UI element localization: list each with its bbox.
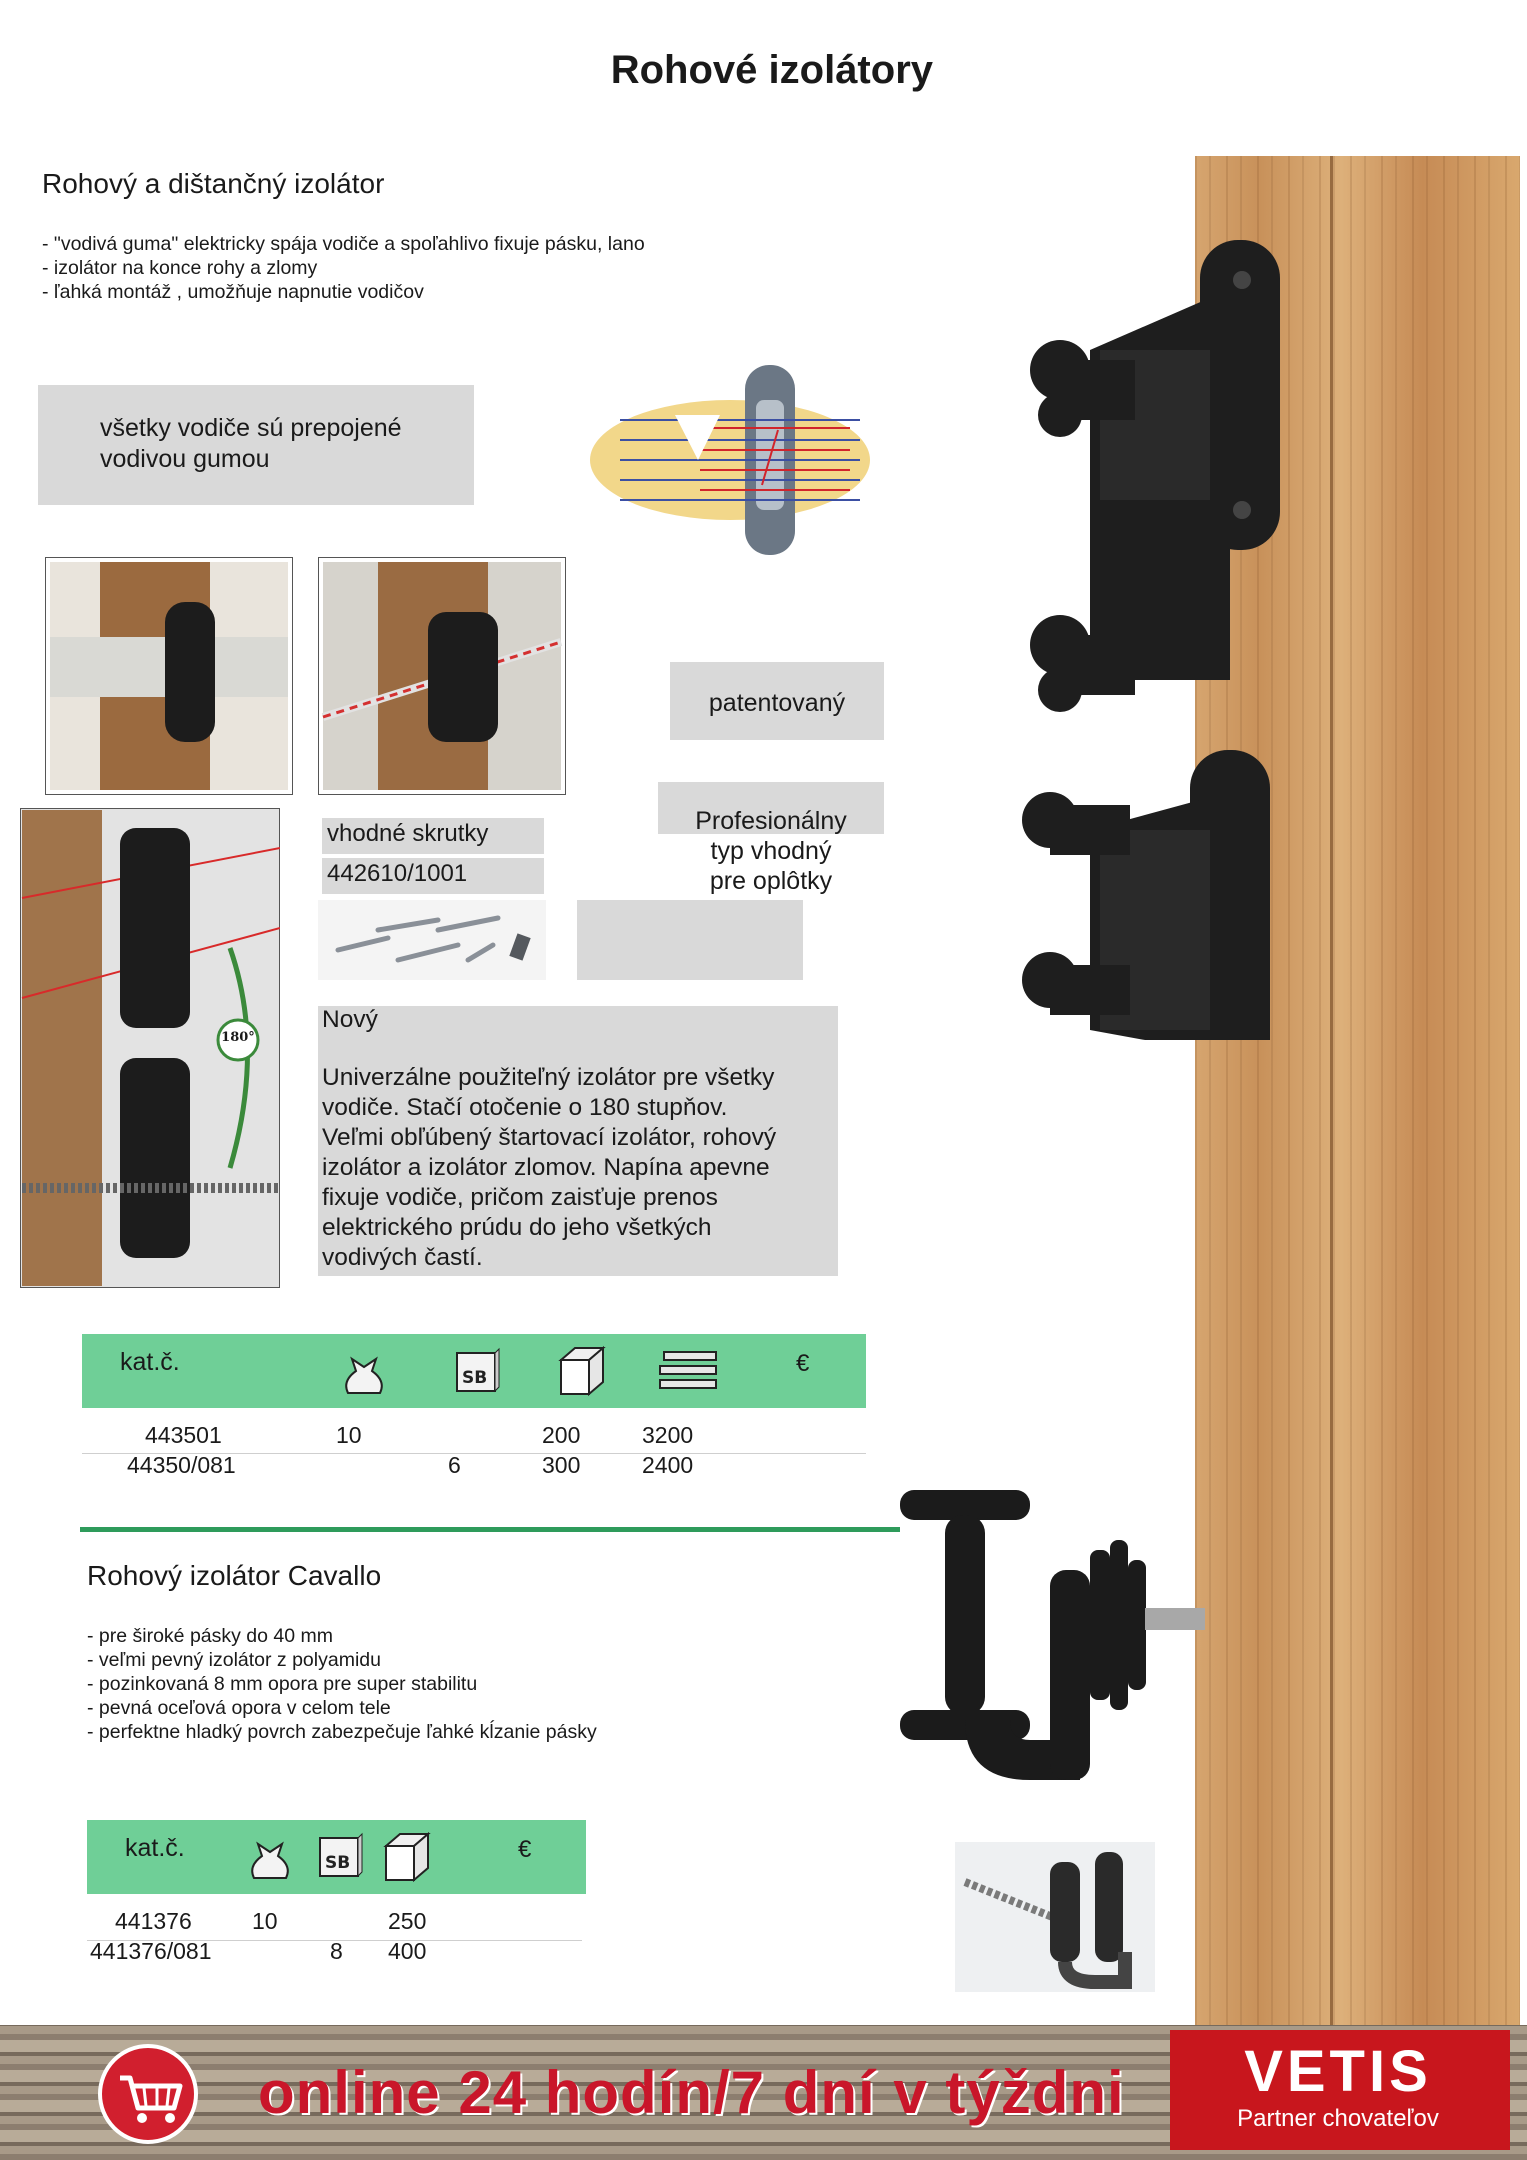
screws-image: [318, 900, 546, 980]
svg-text:SB: SB: [325, 1853, 351, 1873]
bag-icon: [244, 1830, 296, 1882]
page-title: Rohové izolátory: [610, 48, 933, 92]
carton-icon: [555, 1344, 609, 1398]
section2-bullet: - pozinkovaná 8 mm opora pre super stabilitu: [87, 1673, 478, 1695]
cavallo-insulator-small-image: [955, 1842, 1155, 1992]
description-text: [322, 1063, 776, 1273]
section2-bullet: - veľmi pevný izolátor z polyamidu: [87, 1649, 381, 1671]
table2-row2-code: 441376/081: [90, 1938, 212, 1964]
table2-row1-code: 441376: [115, 1908, 192, 1934]
description-line: fixuje vodiče, pričom zaisťuje prenos: [322, 1184, 718, 1211]
table2-row2-sb: 8: [330, 1938, 343, 1964]
section2-bullet: - perfektne hladký povrch zabezpečuje ľahké kĺzanie pásky: [87, 1721, 597, 1743]
table2-header-label: kat.č.: [125, 1834, 185, 1862]
online-banner-text: online 24 hodín/7 dní v týždni: [258, 2059, 1125, 2126]
insulator-top: [1030, 240, 1280, 712]
section2-bullet: - pre široké pásky do 40 mm: [87, 1625, 334, 1647]
rotation-180-label: 180°: [221, 1030, 255, 1045]
description-line: Univerzálne použiteľný izolátor pre všetky: [322, 1064, 775, 1091]
section2-bullets: [87, 1624, 597, 1744]
pallet-icon: [658, 1348, 722, 1396]
section1-bullets: [42, 232, 645, 304]
conductive-rubber-diagram: [590, 360, 870, 560]
patent-label: patentovaný: [708, 689, 846, 717]
description-line: elektrického prúdu do jeho všetkých: [322, 1214, 712, 1241]
section1-bullet: - ľahká montáž , umožňuje napnutie vodičov: [42, 281, 424, 303]
insulator-bottom: [1022, 750, 1270, 1040]
table2-currency: €: [518, 1836, 532, 1863]
table2-row2-carton: 400: [388, 1938, 427, 1964]
photo-rotation-180: [20, 808, 280, 1288]
carton-icon: [380, 1830, 434, 1884]
screws-label: vhodné skrutky: [327, 820, 489, 847]
section-divider: [80, 1527, 900, 1532]
photo-rope-insulator: [318, 557, 566, 795]
section2-bullet: - pevná oceľová opora v celom tele: [87, 1697, 391, 1719]
table1-row1-carton: 200: [542, 1422, 581, 1448]
new-label: Nový: [322, 1006, 378, 1033]
wood-crack: [1330, 156, 1333, 2026]
section1-bullet: - izolátor na konce rohy a zlomy: [42, 257, 318, 279]
screws-code: 442610/1001: [327, 860, 468, 887]
description-line: izolátor a izolátor zlomov. Napína apevne: [322, 1154, 770, 1181]
vetis-logo-tagline: Partner chovateľov: [1237, 2105, 1439, 2132]
bag-icon: [338, 1345, 390, 1397]
table1-row2-code: 44350/081: [127, 1452, 236, 1478]
table1-header-label: kat.č.: [120, 1348, 180, 1376]
corner-insulator-large-image: [1010, 240, 1310, 1040]
cart-icon[interactable]: [98, 2044, 198, 2144]
table1-row2-carton: 300: [542, 1452, 581, 1478]
table1-row2-pallet: 2400: [642, 1452, 694, 1478]
table2-row1-bag: 10: [252, 1908, 278, 1934]
description-line: vodivých častí.: [322, 1244, 483, 1271]
empty-gray-box: [577, 900, 803, 980]
table1-row1-bag: 10: [336, 1422, 362, 1448]
professional-line: pre oplôtky: [709, 867, 833, 895]
sb-box-icon: [318, 1832, 364, 1880]
callout-line: všetky vodiče sú prepojené: [100, 414, 402, 442]
svg-text:SB: SB: [462, 1368, 488, 1388]
section1-bullet: - "vodivá guma" elektricky spája vodiče a spoľahlivo fixuje pásku, lano: [42, 233, 645, 255]
screw-thread: [1145, 1608, 1205, 1630]
callout-conductors: [100, 413, 402, 475]
photo-tape-insulator: [45, 557, 293, 795]
section2-title: Rohový izolátor Cavallo: [87, 1560, 382, 1591]
table1-row1-code: 443501: [145, 1422, 222, 1448]
table1-row1-pallet: 3200: [642, 1422, 694, 1448]
callout-line: vodivou gumou: [100, 445, 270, 473]
cavallo-insulator-image: [900, 1490, 1260, 1790]
professional-line: Profesionálny: [695, 807, 847, 835]
table2-row1-carton: 250: [388, 1908, 427, 1934]
section1-title: Rohový a dištančný izolátor: [42, 168, 385, 199]
sb-box-icon: [455, 1347, 501, 1395]
table1-currency: €: [796, 1350, 810, 1377]
description-line: vodiče. Stačí otočenie o 180 stupňov.: [322, 1094, 728, 1121]
vetis-logo-name: VETIS: [1244, 2039, 1432, 2104]
table1-row2-sb: 6: [448, 1452, 461, 1478]
professional-label: [658, 806, 884, 896]
professional-line: typ vhodný: [710, 837, 832, 865]
description-line: Veľmi obľúbený štartovací izolátor, rohový: [322, 1124, 777, 1151]
